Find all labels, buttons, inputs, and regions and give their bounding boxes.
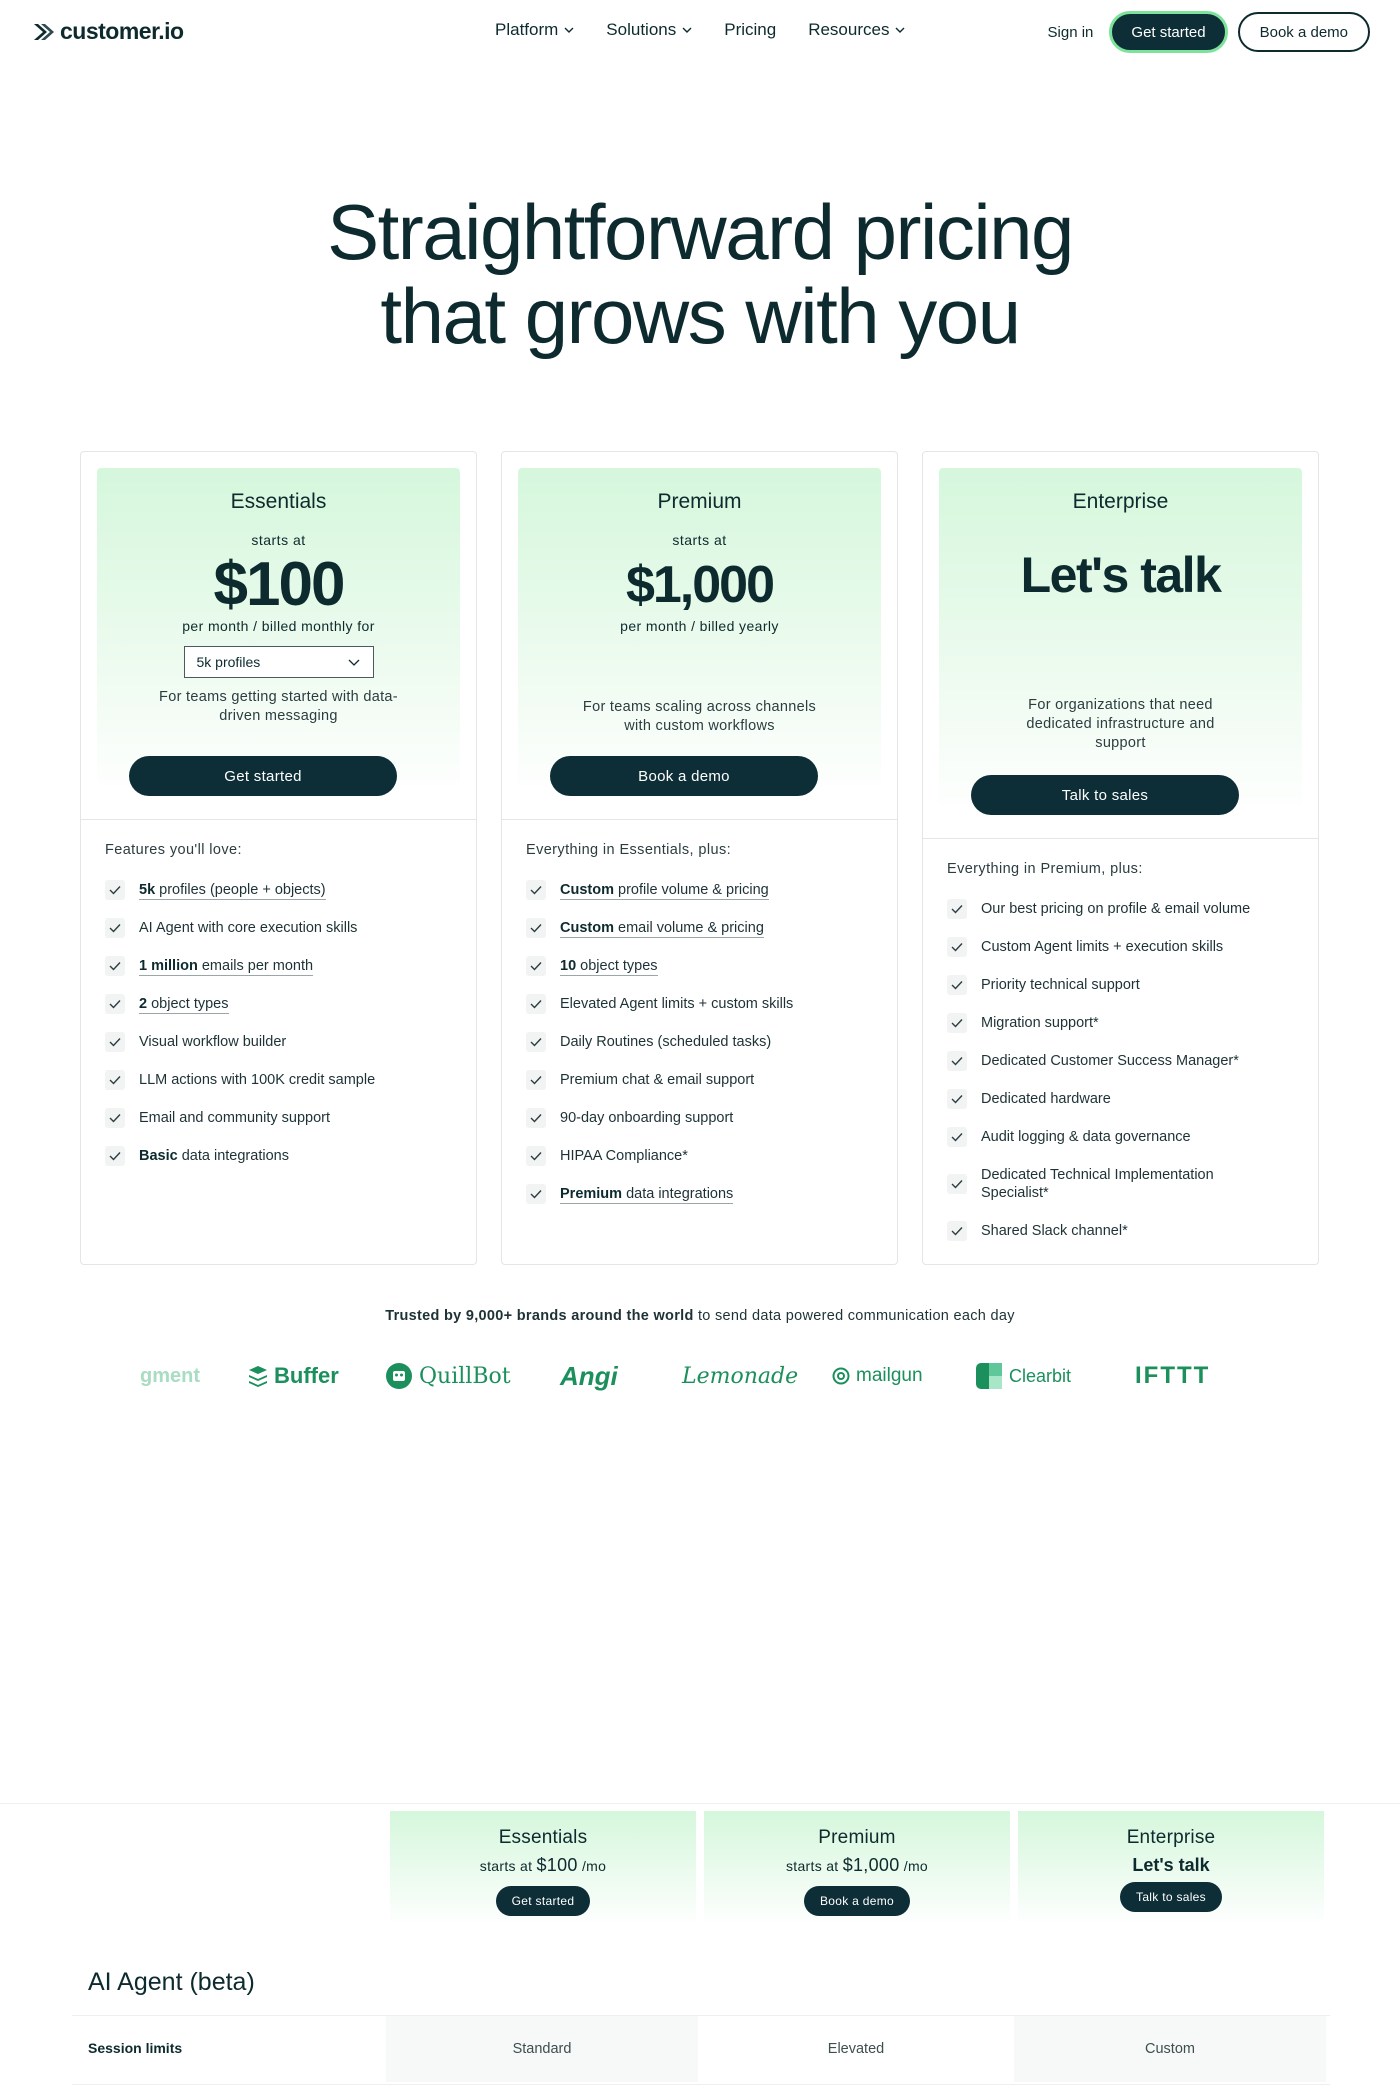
feature-list (947, 890, 1271, 1250)
feature-highlight: Basic (139, 1147, 178, 1164)
feature-description: email volume & pricing (613, 919, 764, 936)
plan-name: Enterprise (1126, 1827, 1216, 1848)
feature-text (981, 1014, 1099, 1033)
comparison-cell-enterprise: Custom (1014, 2016, 1326, 2082)
feature-item (105, 1137, 375, 1175)
feature-item (947, 1212, 1271, 1250)
plan-description: For organizations that need dedicated infrastructure and support (1026, 697, 1215, 751)
price-amount: $1,000 (842, 1855, 900, 1875)
brand-name: Clearbit (1009, 1365, 1072, 1386)
page-title-line-1: Straightforward pricing (327, 188, 1073, 276)
plan-price: $100 (213, 550, 344, 619)
chevron-down-icon (564, 25, 574, 35)
plan-name: Premium (657, 490, 742, 513)
feature-text (560, 1071, 754, 1090)
brand-name: mailgun (856, 1365, 923, 1386)
brand-logo-strip (0, 1356, 1400, 1396)
feature-description: Shared Slack channel* (981, 1222, 1128, 1239)
plan-card-premium (501, 451, 898, 1265)
feature-description: Email and community support (139, 1109, 330, 1126)
feature-description: Dedicated hardware (981, 1090, 1111, 1107)
check-icon (526, 1146, 546, 1166)
brand-logo-ifttt (1135, 1356, 1210, 1396)
check-icon (947, 975, 967, 995)
brand-logo-mailgun (832, 1356, 923, 1396)
chevron-down-icon (895, 25, 905, 35)
feature-description: LLM actions with 100K credit sample (139, 1071, 376, 1088)
feature-item (105, 1061, 375, 1099)
comparison-cell-essentials: Standard (386, 2016, 698, 2082)
feature-text (139, 1147, 289, 1166)
divider (923, 838, 1318, 839)
nav-solutions-label: Solutions (606, 20, 677, 39)
check-icon (526, 956, 546, 976)
check-icon (105, 956, 125, 976)
brand-name: gment (140, 1364, 200, 1387)
divider (81, 819, 476, 820)
plan-card-header (939, 468, 1302, 818)
brand-name: IFTTT (1135, 1362, 1211, 1389)
nav-pricing-label: Pricing (724, 20, 777, 39)
clearbit-icon (975, 1362, 1003, 1390)
check-icon (947, 1174, 967, 1194)
feature-item (947, 1042, 1271, 1080)
feature-text (139, 1109, 330, 1128)
check-icon (947, 1089, 967, 1109)
feature-description: Daily Routines (scheduled tasks) (560, 1033, 772, 1050)
page-title (0, 190, 1400, 358)
plan-price (704, 1855, 1010, 1876)
feature-item (947, 890, 1271, 928)
feature-item (526, 909, 793, 947)
buffer-icon (248, 1365, 268, 1387)
billing-note: per month / billed monthly for (182, 618, 375, 634)
feature-item (526, 985, 793, 1023)
feature-highlight: 1 million (139, 957, 198, 974)
feature-text (139, 995, 229, 1014)
feature-item (105, 947, 375, 985)
plan-price: Let's talk (1020, 547, 1221, 603)
feature-item (526, 947, 793, 985)
divider (502, 819, 897, 820)
feature-item (526, 1099, 793, 1137)
talk-to-sales-button[interactable]: Talk to sales (1120, 1882, 1222, 1912)
plan-description: For teams getting started with data-driven messaging (159, 689, 398, 724)
chevron-down-icon (347, 655, 361, 669)
check-icon (947, 1013, 967, 1033)
feature-text (981, 1128, 1191, 1147)
get-started-button[interactable]: Get started (1109, 11, 1227, 53)
feature-description: object types (576, 957, 658, 974)
logo-mark-icon (32, 21, 54, 43)
plan-card-essentials (80, 451, 477, 1265)
feature-highlight: 5k (139, 881, 156, 898)
check-icon (105, 1146, 125, 1166)
comparison-top-divider (0, 1803, 1400, 1804)
talk-to-sales-button[interactable]: Talk to sales (971, 775, 1239, 815)
check-icon (526, 1108, 546, 1128)
plan-price (390, 1855, 696, 1876)
feature-text (139, 881, 326, 900)
check-icon (526, 994, 546, 1014)
feature-text (139, 1033, 286, 1052)
feature-text (981, 900, 1250, 919)
comparison-cell-premium: Elevated (700, 2016, 1012, 2082)
feature-description: profile volume & pricing (613, 881, 769, 898)
top-nav (0, 0, 1400, 62)
price-amount: $100 (536, 1855, 578, 1875)
feature-description: Elevated Agent limits + custom skills (560, 995, 794, 1012)
feature-description: data integrations (622, 1185, 734, 1202)
feature-text (560, 1109, 733, 1128)
check-icon (526, 1184, 546, 1204)
book-demo-button[interactable]: Book a demo (804, 1886, 910, 1916)
feature-description: Audit logging & data governance (981, 1128, 1191, 1145)
feature-list (105, 871, 375, 1175)
feature-description: object types (147, 995, 229, 1012)
plan-price: Let's talk (1132, 1855, 1210, 1875)
plan-price: $1,000 (625, 556, 774, 614)
nav-platform-label: Platform (495, 20, 559, 39)
features-heading: Everything in Essentials, plus: (526, 842, 732, 858)
feature-text (560, 881, 769, 900)
comparison-plan-enterprise (1018, 1811, 1324, 1926)
page-title-line-2: that grows with you (380, 272, 1020, 360)
check-icon (105, 918, 125, 938)
check-icon (947, 1127, 967, 1147)
get-started-button[interactable]: Get started (129, 756, 397, 796)
get-started-button[interactable]: Get started (496, 1886, 591, 1916)
feature-item (947, 1118, 1271, 1156)
plan-name: Essentials (498, 1827, 588, 1848)
feature-item (105, 871, 375, 909)
feature-text (981, 938, 1223, 957)
comparison-section-title: AI Agent (beta) (88, 1968, 255, 1996)
feature-text (981, 976, 1140, 995)
feature-highlight: Premium (560, 1185, 623, 1202)
main-nav-links (495, 20, 905, 40)
features-heading: Features you'll love: (105, 842, 242, 858)
row-divider (72, 2084, 1330, 2085)
mailgun-icon (832, 1367, 850, 1385)
feature-description: AI Agent with core execution skills (139, 919, 358, 936)
check-icon (947, 937, 967, 957)
feature-item (105, 985, 375, 1023)
feature-description: Dedicated Customer Success Manager* (981, 1052, 1239, 1069)
plan-card-header (518, 468, 881, 798)
brand-logo-angi (560, 1356, 618, 1396)
plan-name: Premium (818, 1827, 896, 1848)
feature-text (139, 919, 357, 938)
feature-item (947, 1004, 1271, 1042)
book-demo-button[interactable]: Book a demo (1238, 12, 1370, 52)
feature-highlight: 2 (139, 995, 148, 1012)
comparison-plan-premium (704, 1811, 1010, 1926)
check-icon (947, 1051, 967, 1071)
feature-item (947, 1156, 1271, 1212)
feature-item (105, 909, 375, 947)
brand-logo-clearbit (975, 1356, 1071, 1396)
feature-description: emails per month (197, 957, 314, 974)
feature-item (947, 928, 1271, 966)
check-icon (105, 1032, 125, 1052)
feature-description: Premium chat & email support (560, 1071, 755, 1088)
feature-description: Our best pricing on profile & email volume (981, 900, 1251, 917)
check-icon (526, 1032, 546, 1052)
feature-item (526, 871, 793, 909)
nav-actions (1048, 11, 1370, 53)
feature-text (981, 1090, 1111, 1109)
feature-item (526, 1175, 793, 1213)
check-icon (526, 880, 546, 900)
trusted-by-text (0, 1308, 1400, 1324)
price-period: /mo (581, 1858, 607, 1874)
feature-text (560, 1185, 733, 1204)
plan-card-header (97, 468, 460, 798)
brand-name: QuillBot (419, 1363, 511, 1389)
feature-item (526, 1137, 793, 1175)
feature-text (139, 957, 313, 976)
feature-description: Custom Agent limits + execution skills (981, 938, 1224, 955)
starts-at-label: starts at (672, 532, 727, 548)
check-icon (105, 1108, 125, 1128)
plan-name: Enterprise (1072, 490, 1169, 513)
brand-name: Buffer (274, 1363, 339, 1388)
brand-logo-segment (140, 1356, 200, 1396)
plan-name: Essentials (230, 490, 327, 513)
feature-list (526, 871, 793, 1213)
chevron-down-icon (682, 25, 692, 35)
check-icon (526, 1070, 546, 1090)
feature-description: Priority technical support (981, 976, 1140, 993)
feature-text (560, 1033, 771, 1052)
nav-pricing[interactable] (724, 20, 776, 40)
book-demo-button[interactable]: Book a demo (550, 756, 818, 796)
trusted-by-bold: Trusted by 9,000+ brands around the world (385, 1308, 694, 1324)
feature-item (105, 1023, 375, 1061)
comparison-plan-essentials (390, 1811, 696, 1926)
brand-name: Lemonade (682, 1363, 799, 1389)
feature-text (560, 919, 764, 938)
brand-name: Angi (560, 1360, 618, 1391)
feature-highlight: 10 (560, 957, 577, 974)
profiles-select-value: 5k profiles (196, 654, 261, 670)
feature-item (526, 1023, 793, 1061)
feature-text (560, 1147, 688, 1166)
trusted-by-rest: to send data powered communication each day (693, 1308, 1015, 1324)
check-icon (526, 918, 546, 938)
starts-at-label: starts at (479, 1858, 533, 1874)
starts-at-label: starts at (251, 532, 306, 548)
feature-item (947, 1080, 1271, 1118)
plan-description: For teams scaling across channels with custom workflows (582, 699, 817, 734)
nav-solutions[interactable] (606, 20, 692, 40)
nav-platform[interactable] (495, 20, 574, 40)
price-period: /mo (903, 1858, 928, 1874)
check-icon (105, 994, 125, 1014)
customerio-logo[interactable] (32, 18, 184, 45)
nav-resources[interactable] (808, 20, 905, 40)
feature-text (981, 1222, 1128, 1241)
plan-card-enterprise (922, 451, 1319, 1265)
feature-text (139, 1071, 375, 1090)
feature-item (526, 1061, 793, 1099)
feature-highlight: Custom (560, 919, 614, 936)
brand-logo-lemonade (682, 1356, 798, 1396)
feature-text (981, 1052, 1239, 1071)
feature-text (560, 995, 793, 1014)
feature-description: data integrations (177, 1147, 289, 1164)
check-icon (947, 1221, 967, 1241)
feature-highlight: Custom (560, 881, 614, 898)
quillbot-icon (385, 1362, 413, 1390)
profiles-select[interactable] (184, 646, 374, 678)
feature-description: Migration support* (981, 1014, 1099, 1031)
feature-item (947, 966, 1271, 1004)
brand-logo-quillbot (385, 1356, 511, 1396)
nav-resources-label: Resources (808, 20, 890, 39)
check-icon (105, 880, 125, 900)
check-icon (947, 899, 967, 919)
feature-description: Dedicated Technical Implementation Specialist* (981, 1166, 1214, 1201)
feature-item (105, 1099, 375, 1137)
features-heading: Everything in Premium, plus: (947, 861, 1143, 877)
brand-logo-buffer (248, 1356, 339, 1396)
feature-description: Visual workflow builder (139, 1033, 287, 1050)
billing-note: per month / billed yearly (620, 618, 779, 634)
feature-description: HIPAA Compliance* (560, 1147, 688, 1164)
starts-at-label: starts at (785, 1858, 839, 1874)
sign-in-link[interactable]: Sign in (1047, 23, 1094, 41)
logo-text: customer.io (60, 18, 184, 44)
feature-text (560, 957, 658, 976)
feature-text (981, 1166, 1271, 1203)
comparison-row-label: Session limits (88, 2040, 183, 2056)
check-icon (105, 1070, 125, 1090)
feature-description: profiles (people + objects) (155, 881, 326, 898)
feature-description: 90-day onboarding support (560, 1109, 734, 1126)
